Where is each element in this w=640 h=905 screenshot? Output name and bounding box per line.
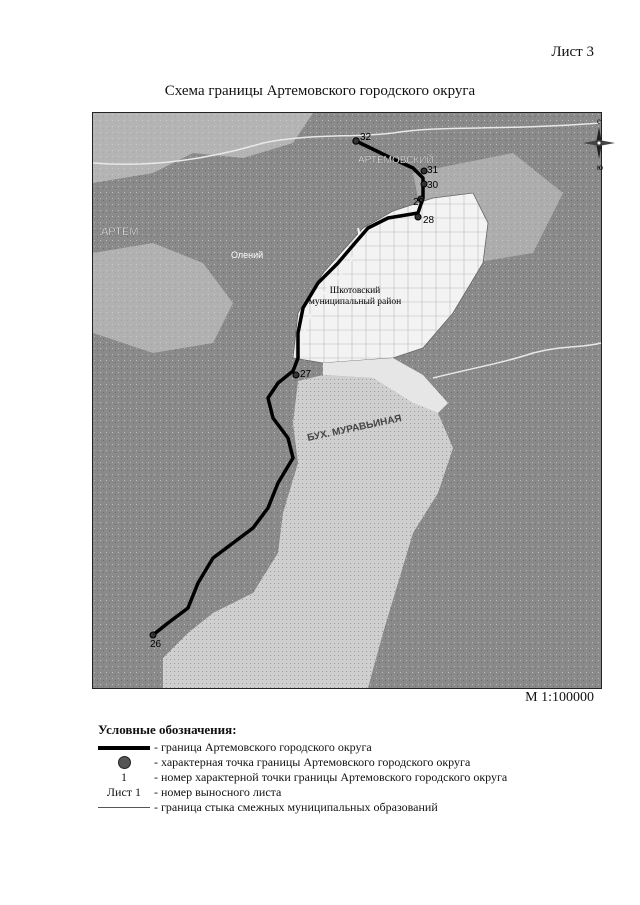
label-shkotovsky-1: Шкотовский bbox=[329, 286, 381, 296]
legend-item-text: - номер выносного листа bbox=[154, 785, 282, 799]
boundary-point bbox=[293, 372, 299, 378]
svg-text:с: с bbox=[597, 117, 601, 126]
sheet-number-symbol: Лист 1 bbox=[106, 785, 142, 799]
point-number: 32 bbox=[360, 132, 372, 143]
legend-item bbox=[98, 740, 578, 755]
point-number: 27 bbox=[300, 369, 312, 380]
label-shkotovsky-2: муниципальный район bbox=[308, 297, 402, 307]
label-olenii: Олений bbox=[231, 250, 264, 260]
point-number: 30 bbox=[427, 180, 439, 191]
map-title: Схема границы Артемовского городского округа bbox=[164, 83, 476, 99]
legend-item bbox=[98, 785, 578, 800]
point-number: 28 bbox=[423, 215, 435, 226]
legend-title: Условные обозначения: bbox=[98, 722, 237, 737]
legend bbox=[98, 722, 578, 815]
point-number: 29 bbox=[413, 197, 425, 208]
boundary-point bbox=[150, 632, 156, 638]
boundary-line-symbol bbox=[98, 746, 150, 750]
point-symbol-icon bbox=[118, 756, 131, 769]
legend-item bbox=[98, 770, 578, 785]
svg-text:ю: ю bbox=[597, 163, 603, 172]
legend-item bbox=[98, 755, 578, 770]
map-frame[interactable] bbox=[92, 112, 602, 689]
legend-item-text: - граница Артемовского городского округа bbox=[154, 740, 372, 754]
legend-item-text: - номер характерной точки границы Артемовского городского округа bbox=[154, 770, 508, 784]
boundary-point bbox=[415, 214, 421, 220]
sheet-number: Лист 3 bbox=[551, 44, 594, 60]
boundary-point bbox=[353, 138, 359, 144]
legend-item bbox=[98, 800, 578, 815]
point-number: 31 bbox=[427, 165, 439, 176]
point-number-symbol: 1 bbox=[121, 770, 127, 784]
legend-item-text: - характерная точка границы Артемовского городского округа bbox=[154, 755, 471, 769]
label-bay: БУХ. МУРАВЬИНАЯ bbox=[306, 413, 403, 444]
legend-item-text: - граница стыка смежных муниципальных образований bbox=[154, 800, 438, 814]
label-artemovsky: АРТЕМОВСКИЙ bbox=[358, 155, 434, 166]
map-scale: М 1:100000 bbox=[525, 690, 594, 705]
label-artem-city: АРТЕМ bbox=[101, 226, 139, 238]
junction-line-symbol bbox=[98, 807, 150, 808]
point-number: 26 bbox=[150, 639, 162, 650]
map-canvas bbox=[93, 113, 601, 688]
